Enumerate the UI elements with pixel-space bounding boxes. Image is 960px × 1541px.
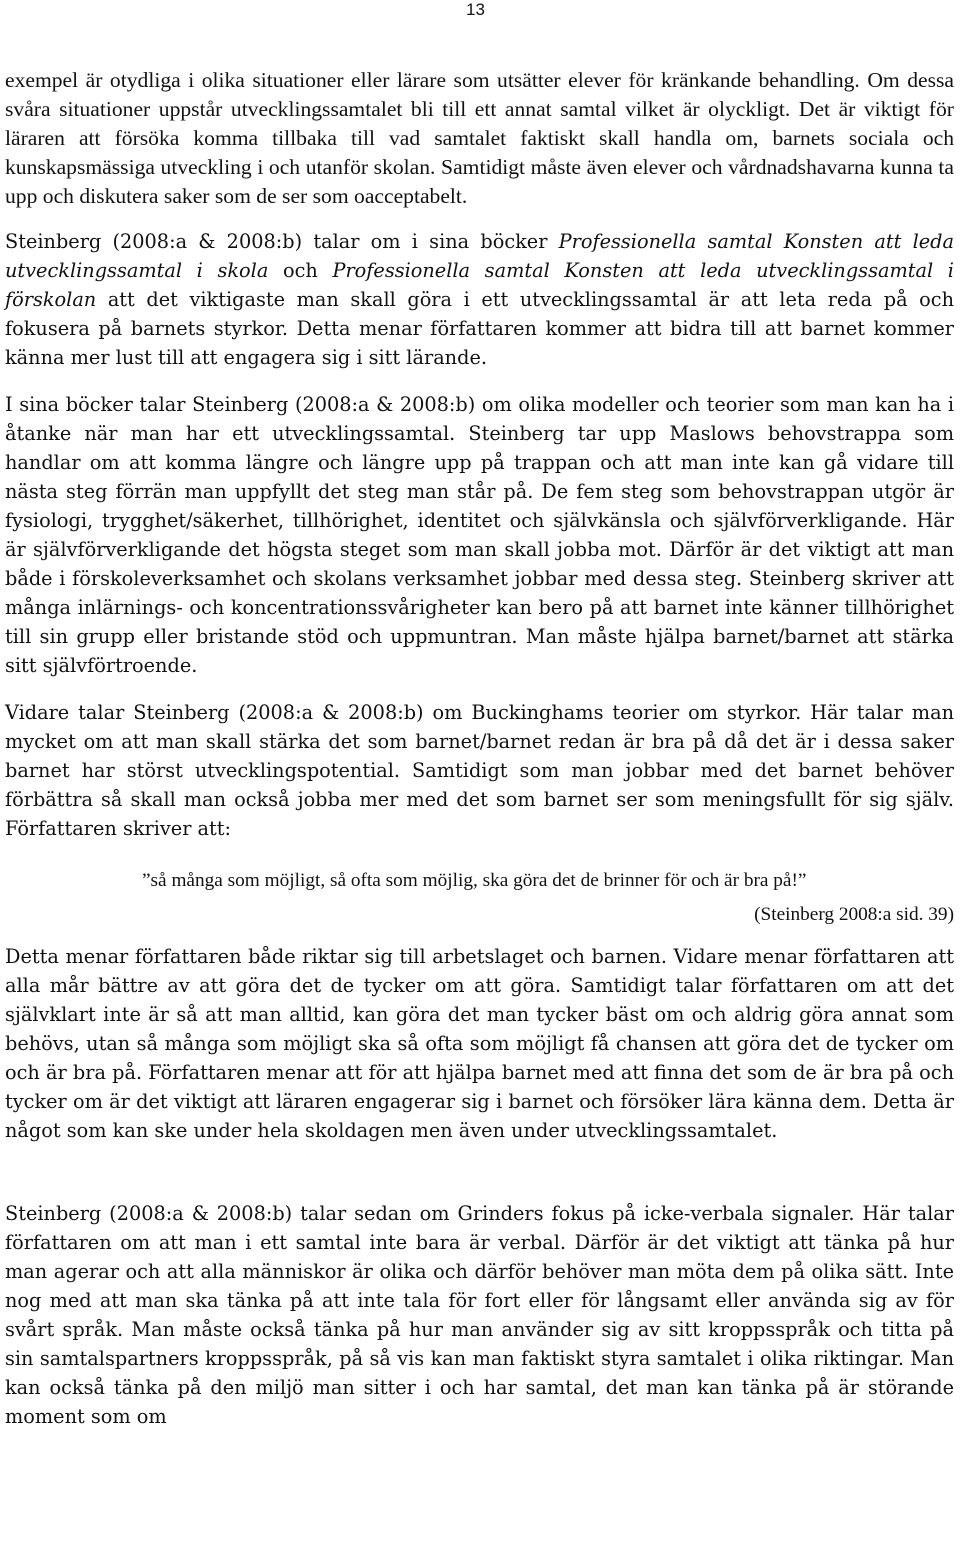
document-body (5, 66, 954, 1431)
block-quote (142, 866, 954, 929)
paragraph-2-text-3: att det viktigaste man skall göra i ett utvecklingssamtal är att leta reda på och fokusera på barnets styrkor. Detta menar författaren kommer att bidra till att barnet kommer känna mer lust till att engagera sig i sitt lärande. (5, 288, 954, 369)
paragraph-2-text-2: och (268, 259, 333, 282)
paragraph-1: exempel är otydliga i olika situationer eller lärare som utsätter elever för kränkande behandling. Om dessa svåra situationer uppstår utvecklingssamtalet bli till ett annat samtal vilket är olyckligt. Det är viktigt för läraren att försöka komma tillbaka till vad samtalet faktiskt skall handla om, barnets sociala och kunskapsmässiga utveckling i och utanför skolan. Samtidigt måste även elever och vårdnadshavarna kunna ta upp och diskutera saker som de ser som oacceptabelt. (5, 68, 954, 208)
paragraph-3: I sina böcker talar Steinberg (2008:a & 2008:b) om olika modeller och teorier som man kan ha i åtanke när man har ett utvecklingssamtal. Steinberg tar upp Maslows behovstrappa som handlar om att komma längre och längre upp på trappan och att man inte kan gå vidare till nästa steg förrän man uppfyllt det steg man står på. De fem steg som behovstrappan utgör är fysiologi, trygghet/säkerhet, tillhörighet, identitet och självkänsla och självförverkligande. Här är självförverkligande det högsta steget som man skall jobba mot. Därför är det viktigt att man både i förskoleverksamhet och skolans verksamhet jobbar med dessa steg. Steinberg skriver att många inlärnings- och koncentrationssvårigheter kan bero på att barnet inte känner tillhörighet till sin grupp eller bristande stöd och uppmuntran. Man måste hjälpa barnet/barnet att stärka sitt självförtroende. (5, 393, 954, 677)
book-title-skola: Professionella samtal Konsten att leda utvecklingssamtal i skola (5, 230, 954, 282)
book-title-forskolan: Professionella samtal Konsten att leda utvecklingssamtal i förskolan (5, 259, 954, 311)
paragraph-4: Vidare talar Steinberg (2008:a & 2008:b) om Buckinghams teorier om styrkor. Här talar man mycket om att man skall stärka det som barnet/barnet redan är bra på då det är i dessa saker barnet har störst utvecklingspotential. Samtidigt som man jobbar med det barnet behöver förbättra så skall man också jobba mer med det som barnet ser som meningsfullt för sig själv. Författaren skriver att: (5, 701, 954, 840)
paragraph-2 (5, 227, 954, 372)
paragraph-2-text-1: Steinberg (2008:a & 2008:b) talar om i sina böcker (5, 230, 559, 253)
paragraph-5: Detta menar författaren både riktar sig till arbetslaget och barnen. Vidare menar författaren att alla mår bättre av att göra det de tycker om att göra. Samtidigt talar författaren om att det självklart inte är så att man alltid, kan göra det man tycker bäst om och aldrig göra annat som behövs, utan så många som möjligt ska så ofta som möjligt få chansen att göra det de tycker om och är bra på. Författaren menar att för att hjälpa barnet med att finna det som de är bra på och tycker om är det viktigt att läraren engagerar sig i barnet och försöker lära känna dem. Detta är något som kan ske under hela skoldagen men även under utvecklingssamtalet. (5, 945, 954, 1142)
paragraph-6: Steinberg (2008:a & 2008:b) talar sedan om Grinders fokus på icke-verbala signaler. Här talar författaren om att man i ett samtal inte bara är verbal. Därför är det viktigt att tänka på hur man agerar och att alla människor är olika och därför behöver man möta dem på olika sätt. Inte nog med att man ska tänka på att inte tala för fort eller för långsamt eller använda sig av för svårt språk. Man måste också tänka på hur man använder sig av sitt kroppsspråk och titta på sin samtalspartners kroppsspråk, på så vis kan man faktiskt styra samtalet i olika riktingar. Man kan också tänka på den miljö man sitter i och har samtal, det man kan tänka på är störande moment som om (5, 1202, 954, 1428)
quote-text: ”så många som möjligt, så ofta som möjlig, ska göra det de brinner för och är bra på!” (142, 870, 807, 891)
page-number: 13 (466, 0, 485, 19)
quote-citation: (Steinberg 2008:a sid. 39) (754, 904, 954, 925)
